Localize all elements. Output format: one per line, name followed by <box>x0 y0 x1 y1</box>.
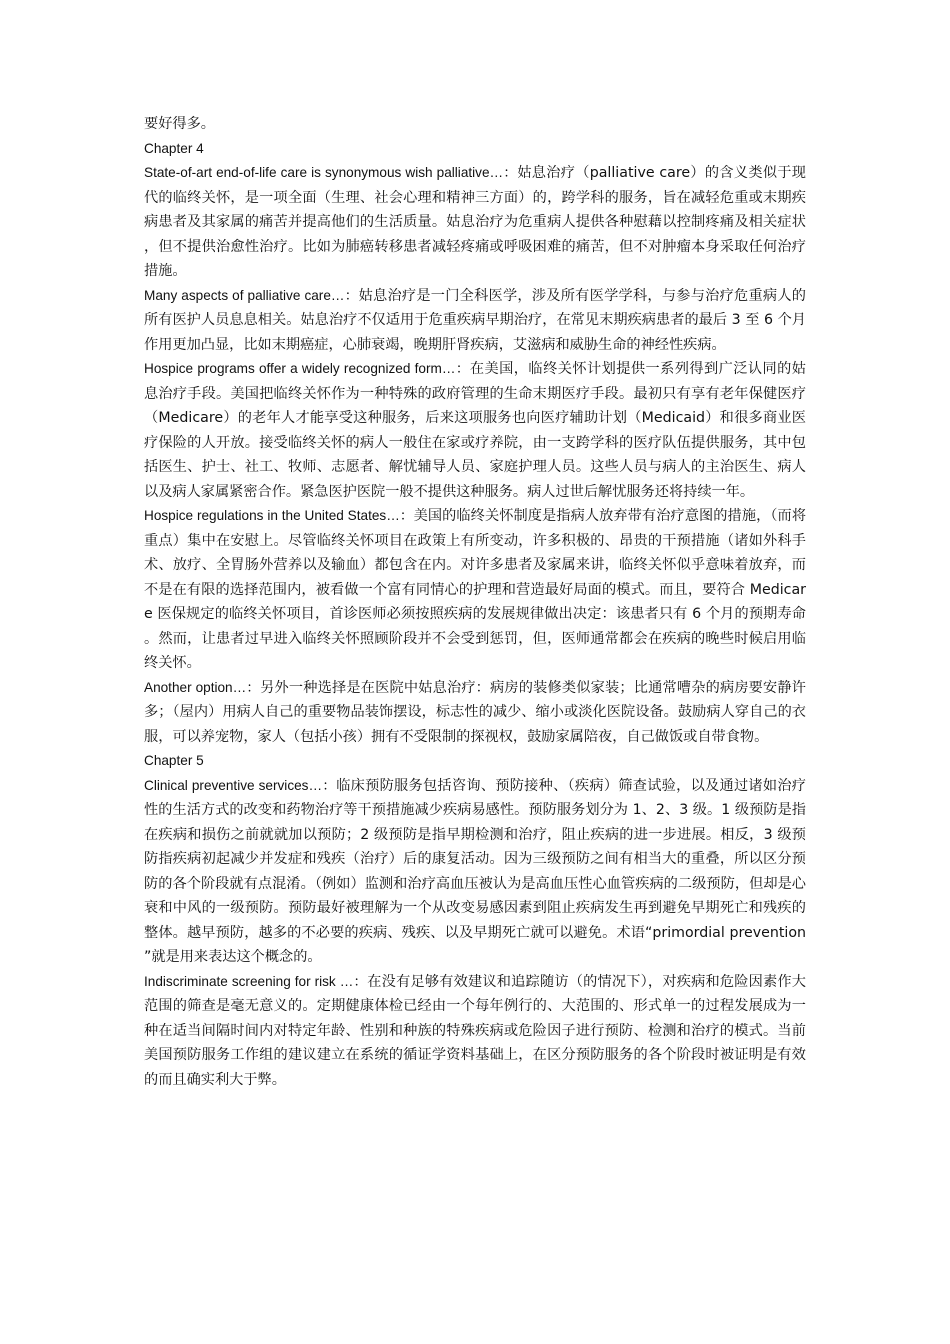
chapter-heading: Chapter 4 <box>144 140 204 156</box>
paragraph-lead: State-of-art end-of-life care is synonymous wish palliative…： <box>144 165 518 180</box>
paragraph-lead: Hospice programs offer a widely recognized form…： <box>144 361 470 376</box>
paragraph <box>144 970 806 1093</box>
paragraph-text: 在没有足够有效建议和追踪随访（的情况下），对疾病和危险因素作大范围的筛查是毫无意义的。定期健康体检已经由一个每年例行的、大范围的、形式单一的过程发展成为一种在适当间隔时间内对特定年龄、性别和种族的特殊疾病或危险因子进行预防、检测和治疗的模式。当前美国预防服务工作组的建议建立在系统的循证学资料基础上，在区分预防服务的各个阶段时被证明是有效的而且确实利大于弊。 <box>144 973 806 1088</box>
paragraph-text: 姑息治疗是一门全科医学，涉及所有医学学科，与参与治疗危重病人的所有医护人员息息相关。姑息治疗不仅适用于危重疾病早期治疗，在常见末期疾病患者的最后 3 至 6 个月作用更加凸显，比如末期癌症，心肺衰竭，晚期肝肾疾病，艾滋病和威胁生命的神经性疾病。 <box>144 287 806 353</box>
paragraph <box>144 357 806 504</box>
paragraph-text: 临床预防服务包括咨询、预防接种、（疾病）筛查试验，以及通过诸如治疗性的生活方式的改变和药物治疗等干预措施减少疾病易感性。预防服务划分为 1、2、3 级。1 级预防是指在疾病和损伤之前就就加以预防；2 级预防是指早期检测和治疗，阻止疾病的进一步进展。相反，3 级预防指疾病初起减少并发症和残疾（治疗）后的康复活动。因为三级预防之间有相当大的重叠，所以区分预防的各个阶段就有点混淆。（例如）监测和治疗高血压被认为是高血压性心血管疾病的二级预防，但却是心衰和中风的一级预防。预防最好被理解为一个从改变易感因素到阻止疾病发生再到避免早期死亡和残疾的整体。越早预防，越多的不必要的疾病、残疾、以及早期死亡就可以避免。术语“primordial prevention”就是用来表达这个概念的。 <box>144 777 806 965</box>
paragraph <box>144 284 806 358</box>
paragraph-lead: Clinical preventive services…： <box>144 777 337 793</box>
paragraph <box>144 676 806 750</box>
paragraph <box>144 774 806 970</box>
paragraph-text: 在美国，临终关怀计划提供一系列得到广泛认同的姑息治疗手段。美国把临终关怀作为一种特殊的政府管理的生命末期医疗手段。最初只有享有老年保健医疗（Medicare）的老年人才能享受这种服务，后来这项服务也向医疗辅助计划（Medicaid）和很多商业医疗保险的人开放。接受临终关怀的病人一般住在家或疗养院，由一支跨学科的医疗队伍提供服务，其中包括医生、护士、社工、牧师、志愿者、解忧辅导人员、家庭护理人员。这些人员与病人的主治医生、病人以及病人家属紧密合作。紧急医护医院一般不提供这种服务。病人过世后解忧服务还将持续一年。 <box>144 361 806 500</box>
block-text: 要好得多。 <box>144 116 215 132</box>
paragraph <box>144 504 806 676</box>
paragraph-text: 另外一种选择是在医院中姑息治疗：病房的装修类似家装；比通常嘈杂的病房要安静许多；（屋内）用病人自己的重要物品装饰摆设，标志性的减少、缩小或淡化医院设备。鼓励病人穿自己的衣服，可以养宠物，家人（包括小孩）拥有不受限制的探视权，鼓励家属陪夜，自己做饭或自带食物。 <box>144 679 806 745</box>
paragraph-lead: Hospice regulations in the United States…： <box>144 508 414 523</box>
paragraph-lead: Many aspects of palliative care…： <box>144 287 359 303</box>
chapter-heading: Chapter 5 <box>144 753 204 768</box>
paragraph-text: 姑息治疗（palliative care）的含义类似于现代的临终关怀，是一项全面（生理、社会心理和精神三方面）的，跨学科的服务，旨在减轻危重或末期疾病患者及其家属的痛苦并提高他们的生活质量。姑息治疗为危重病人提供各种慰藉以控制疼痛及相关症状，但不提供治愈性治疗。比如为肺癌转移患者减轻疼痛或呼吸困难的痛苦，但不对肿瘤本身采取任何治疗措施。 <box>144 165 806 279</box>
continuation-text <box>144 112 806 137</box>
paragraph-lead: Indiscriminate screening for risk …： <box>144 973 368 989</box>
paragraph-lead: Another option…： <box>144 679 261 695</box>
paragraph <box>144 161 806 284</box>
document-page <box>144 112 806 1092</box>
paragraph-text: 美国的临终关怀制度是指病人放弃带有治疗意图的措施，（而将重点）集中在安慰上。尽管临终关怀项目在政策上有所变动，许多积极的、昂贵的干预措施（诸如外科手术、放疗、全胃肠外营养以及输血）都包含在内。对许多患者及家属来讲，临终关怀似乎意味着放弃，而不是在有限的选择范围内，被看做一个富有同情心的护理和营造最好局面的模式。而且，要符合 Medicare 医保规定的临终关怀项目，首诊医师必须按照疾病的发展规律做出决定：该患者只有 6 个月的预期寿命。然而，让患者过早进入临终关怀照顾阶段并不会受到惩罚，但，医师通常都会在疾病的晚些时候启用临终关怀。 <box>144 508 807 671</box>
